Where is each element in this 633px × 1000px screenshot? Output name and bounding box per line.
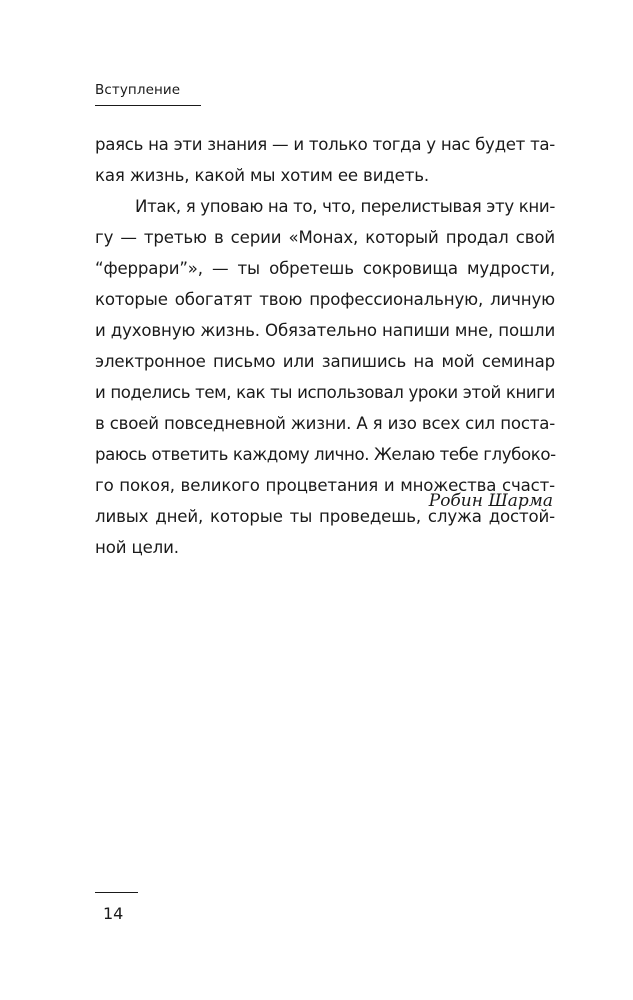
body-line: ливых дней, которые ты проведешь, служа достой- — [95, 507, 555, 526]
body-line: кая жизнь, какой мы хотим ее видеть. — [95, 166, 429, 185]
body-line: раясь на эти знания — и только тогда у нас будет та- — [95, 135, 555, 154]
body-line: гу — третью в серии «Монах, который продал свой — [95, 228, 555, 247]
body-line: электронное письмо или запишись на мой семинар — [95, 352, 555, 371]
running-head-rule — [95, 105, 201, 106]
body-line: Итак, я уповаю на то, что, перелистывая эту кни- — [135, 197, 555, 216]
body-line: и духовную жизнь. Обязательно напиши мне, пошли — [95, 321, 556, 340]
body-line: которые обогатят твою профессиональную, личную — [95, 290, 555, 309]
body-line: ной цели. — [95, 538, 179, 557]
body-line: в своей повседневной жизни. А я изо всех сил поста- — [95, 414, 555, 433]
body-line: раюсь ответить каждому лично. Желаю тебе глубоко- — [95, 445, 556, 464]
running-head: Вступление — [95, 82, 181, 98]
author-signature: Робин Шарма — [428, 491, 553, 511]
page-number-rule — [95, 892, 138, 893]
body-line: “феррари”», — ты обретешь сокровища мудрости, — [95, 259, 555, 278]
page-number: 14 — [103, 904, 124, 923]
body-line: го покоя, великого процветания и множества счаст- — [95, 476, 555, 495]
body-line: и поделись тем, как ты использовал уроки этой книги — [95, 383, 555, 402]
